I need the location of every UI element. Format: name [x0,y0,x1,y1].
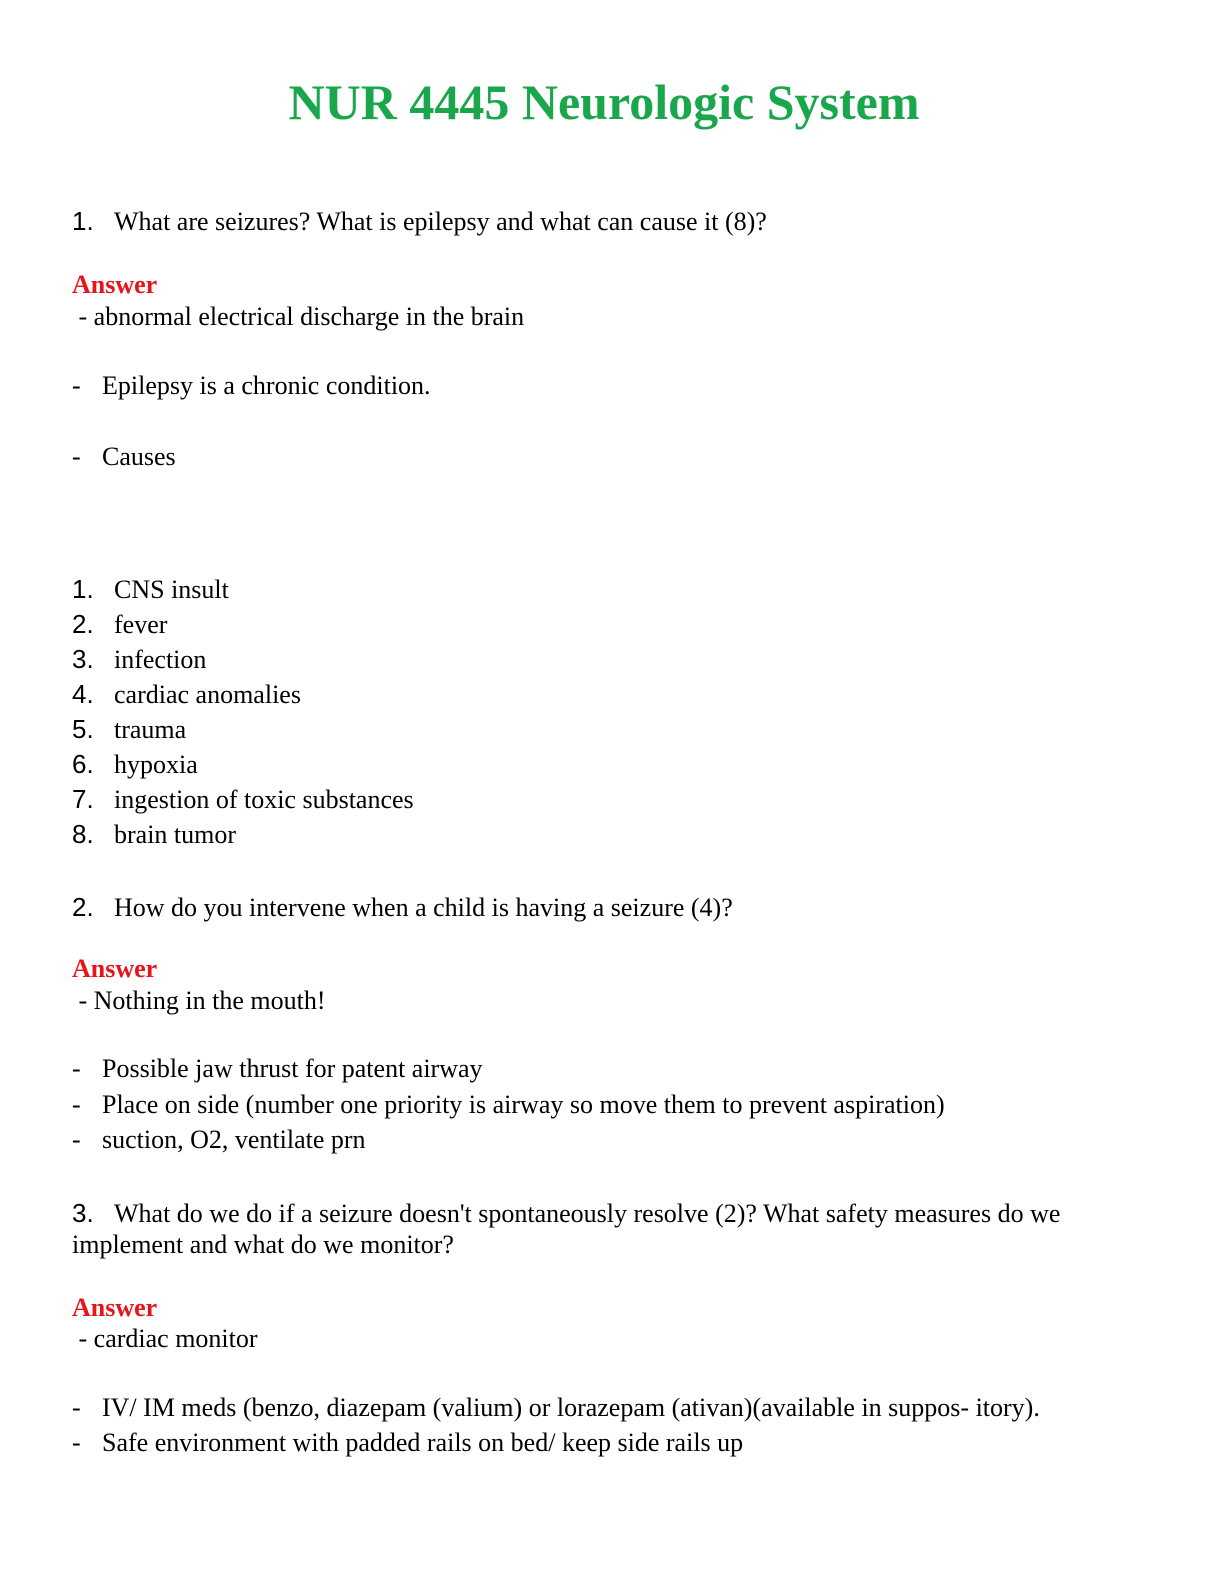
bullet-text: Place on side (number one priority is airway so move them to prevent aspiration) [102,1090,945,1119]
answer-label: Answer [72,954,158,983]
question-text: What do we do if a seizure doesn't spontaneously resolve (2)? What safety measures do we [114,1199,1061,1228]
dash: - [72,1090,81,1119]
answer-lead: - abnormal electrical discharge in the brain [72,302,525,331]
answer-bullet [72,1428,743,1458]
item-number: 8. [72,819,94,849]
bullet-text: Epilepsy is a chronic condition. [102,371,431,400]
cause-item [72,819,236,850]
item-number: 2. [72,609,94,639]
answer-bullet [72,1054,483,1084]
cause-item [72,714,186,745]
question-text: What are seizures? What is epilepsy and what can cause it (8)? [114,207,767,236]
cause-item [72,644,206,675]
cause-item [72,574,229,605]
answer-label: Answer [72,1293,158,1322]
question-number: 2. [72,892,94,922]
cause-item [72,609,167,640]
answer-bullet [72,442,176,472]
answer-bullet [72,1090,945,1120]
item-text: infection [114,645,207,674]
answer-lead: - Nothing in the mouth! [72,986,326,1015]
item-number: 6. [72,749,94,779]
dash: - [72,442,81,471]
item-number: 1. [72,574,94,604]
answer-lead: - cardiac monitor [72,1324,258,1353]
cause-item [72,679,301,710]
item-text: CNS insult [114,575,229,604]
dash: - [72,371,81,400]
question-3 [72,1198,1060,1229]
document-title: NUR 4445 Neurologic System [288,74,920,130]
question-2 [72,892,733,923]
question-1 [72,206,767,237]
answer-label: Answer [72,270,158,299]
item-text: brain tumor [114,820,237,849]
dash: - [72,1054,81,1083]
bullet-text: IV/ IM meds (benzo, diazepam (valium) or lorazepam (ativan)(available in suppos- itory). [102,1393,1040,1422]
answer-bullet [72,1125,366,1155]
item-number: 5. [72,714,94,744]
item-text: fever [114,610,168,639]
item-text: trauma [114,715,187,744]
question-text: How do you intervene when a child is having a seizure (4)? [114,893,733,922]
dash: - [72,1125,81,1154]
dash: - [72,1393,81,1422]
item-text: hypoxia [114,750,198,779]
question-number: 1. [72,206,94,236]
answer-bullet [72,1393,1040,1423]
item-number: 7. [72,784,94,814]
bullet-text: suction, O2, ventilate prn [102,1125,366,1154]
item-number: 4. [72,679,94,709]
cause-item [72,784,414,815]
bullet-text: Safe environment with padded rails on bed/ keep side rails up [102,1428,744,1457]
question-3-continued: implement and what do we monitor? [72,1230,454,1259]
item-number: 3. [72,644,94,674]
item-text: cardiac anomalies [114,680,301,709]
item-text: ingestion of toxic substances [114,785,414,814]
cause-item [72,749,198,780]
question-number: 3. [72,1198,94,1228]
bullet-text: Possible jaw thrust for patent airway [102,1054,483,1083]
dash: - [72,1428,81,1457]
answer-bullet [72,371,431,401]
bullet-text: Causes [102,442,176,471]
